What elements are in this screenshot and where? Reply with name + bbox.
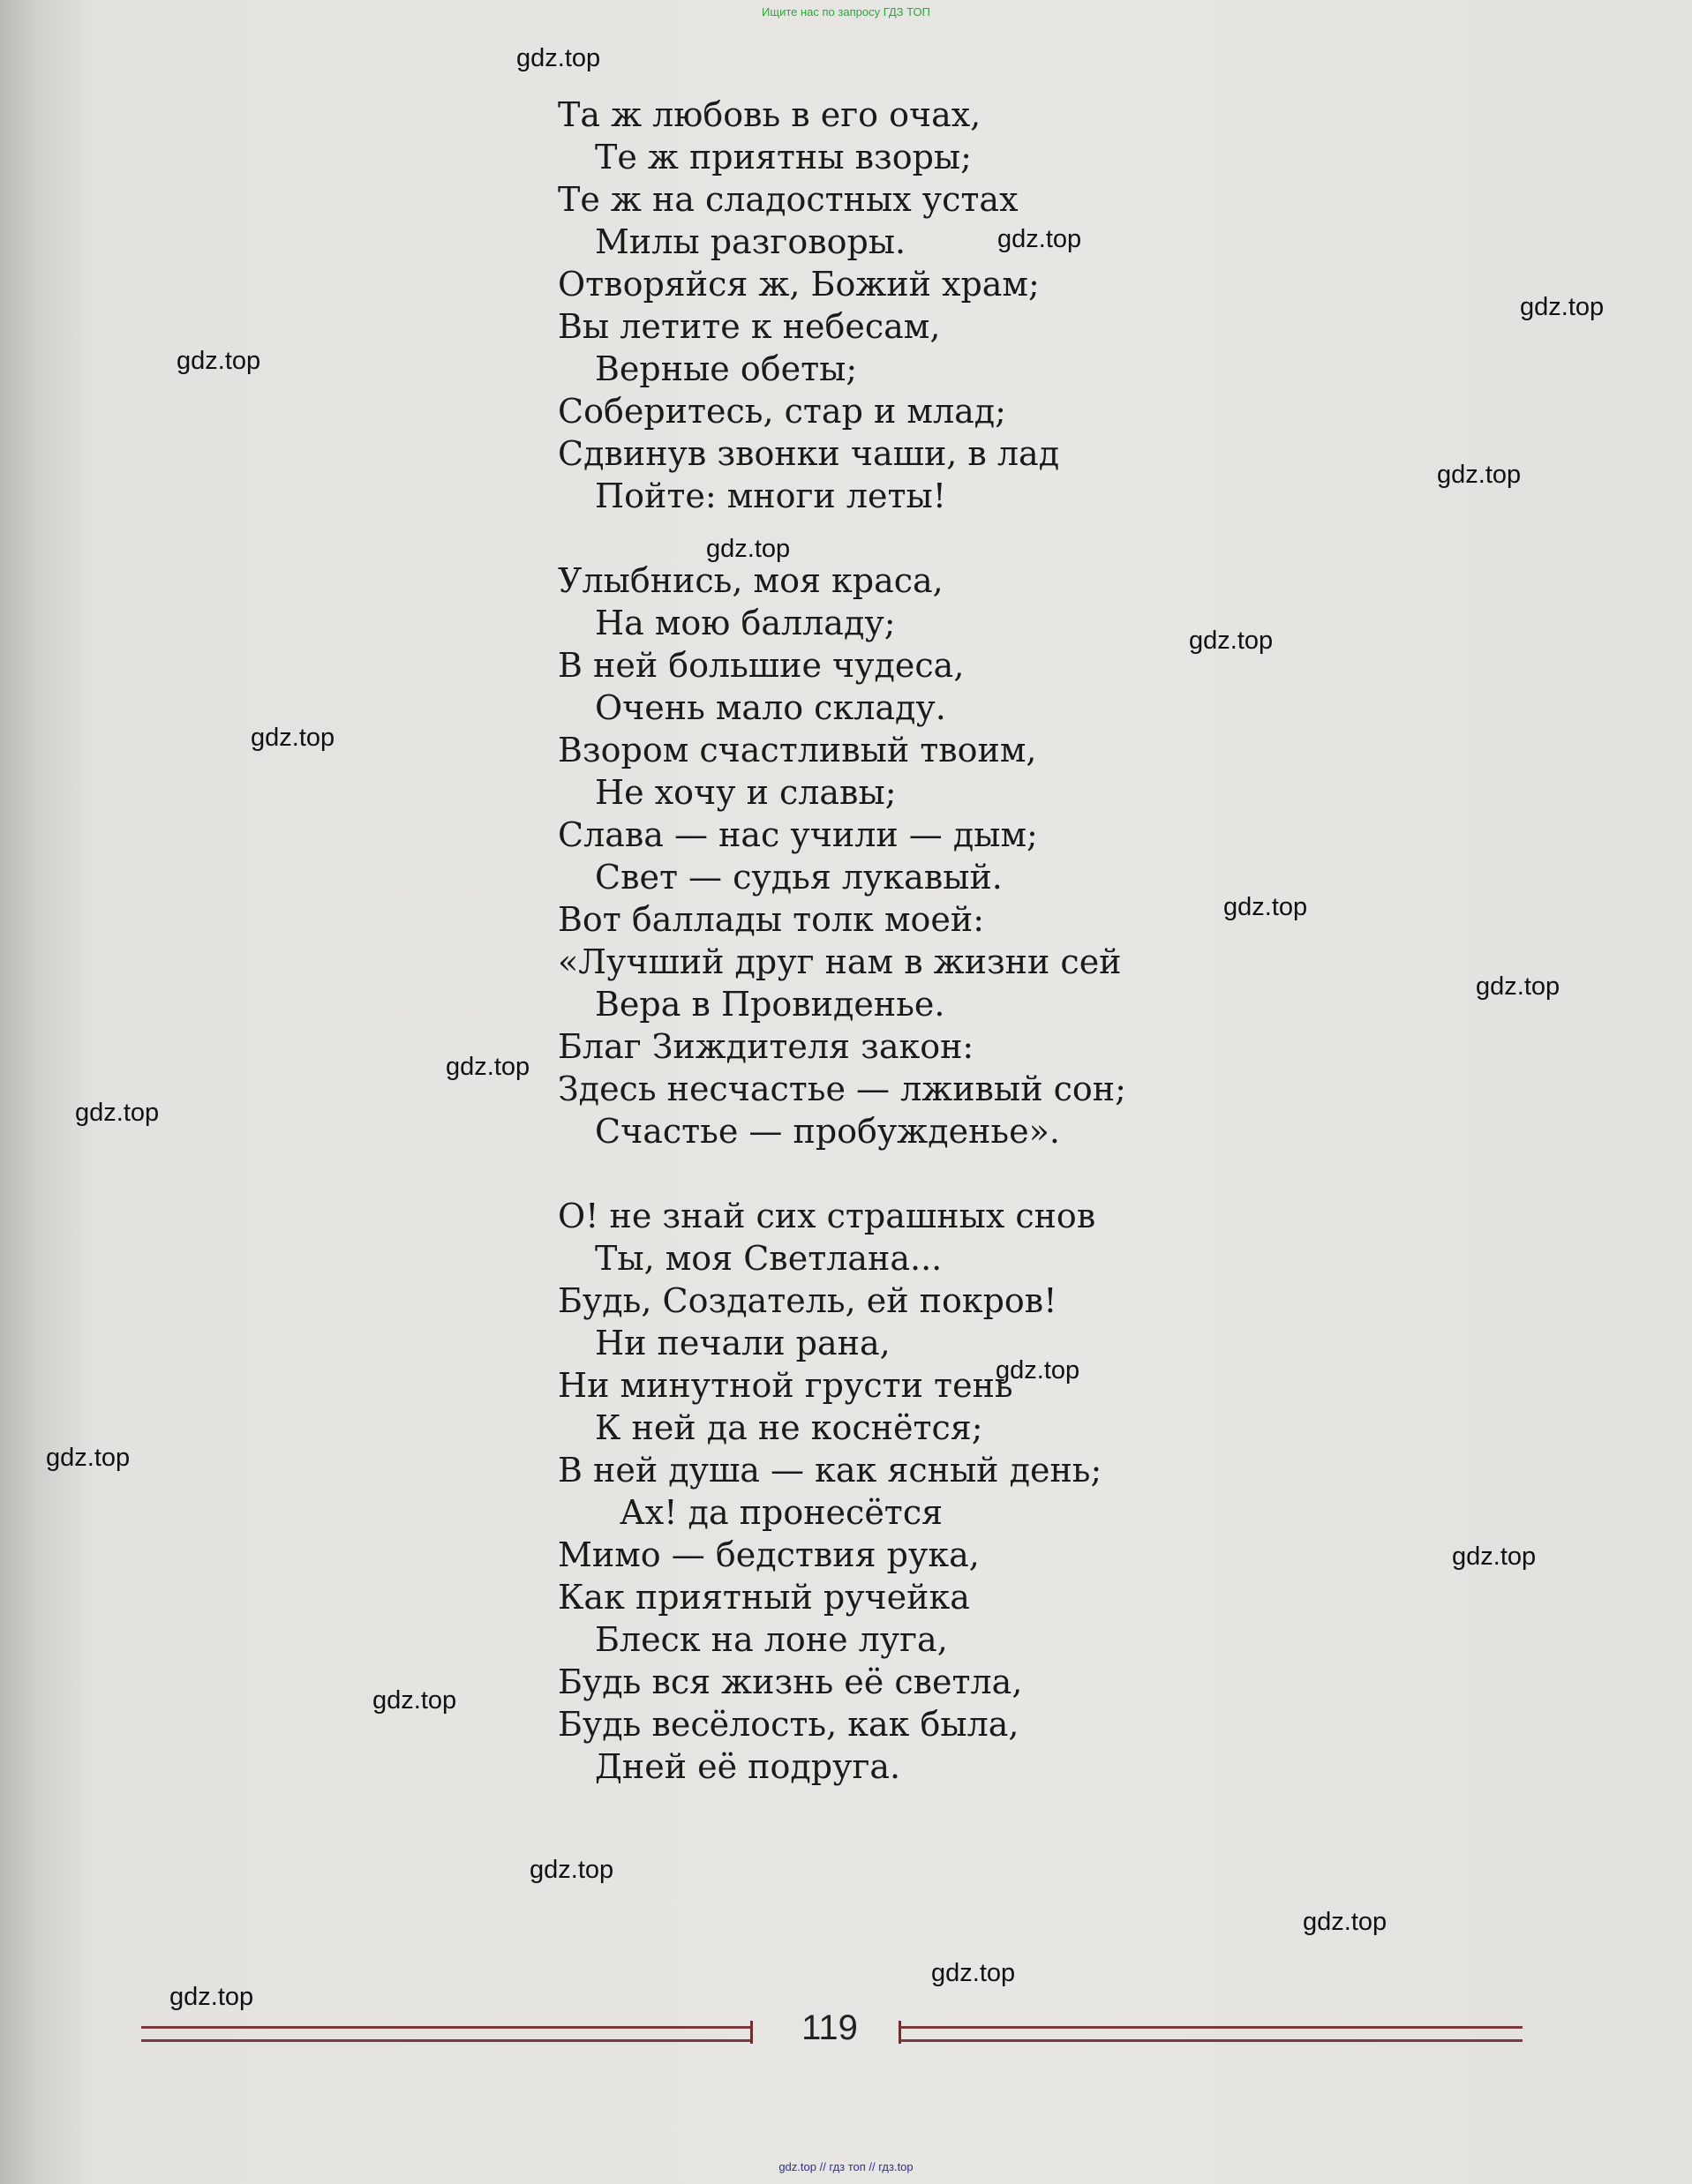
gdz-watermark: gdz.top [1223,893,1308,921]
poem-line: Ах! да пронесётся [620,1493,944,1532]
poem-line: Счастье — пробужденье». [595,1112,1060,1151]
poem-line: Сдвинув звонки чаши, в лад [558,434,1060,473]
poem-line: К ней да не коснётся; [595,1408,983,1447]
poem-line: Будь весёлость, как была, [558,1705,1019,1744]
poem-line: Вера в Провиденье. [595,985,945,1024]
footer-rule-tick [750,2021,753,2044]
stanza-gap [558,517,1440,559]
poem-line: Пойте: многи леты! [595,477,946,515]
poem-line: Ни печали рана, [595,1324,891,1362]
poem-line: Отворяйся ж, Божий храм; [558,265,1040,304]
gdz-watermark: gdz.top [530,1856,614,1884]
gdz-watermark: gdz.top [516,44,601,72]
gdz-watermark: gdz.top [931,1959,1016,1987]
poem-line: Будь вся жизнь её светла, [558,1662,1023,1701]
stanza-3 [558,1195,1440,1788]
poem-line: Взором счастливый твоим, [558,731,1037,769]
poem-line: Те ж приятны взоры; [595,138,972,176]
poem-line: Соберитесь, стар и млад; [558,392,1006,431]
gdz-watermark: gdz.top [46,1444,131,1472]
poem-line: Очень мало складу. [595,688,946,727]
poem-line: Дней её подруга. [595,1747,901,1786]
poem-line: Благ Зиждителя закон: [558,1027,974,1066]
poem-line: Верные обеты; [595,349,858,388]
poem-line: Та ж любовь в его очах, [558,95,981,134]
gdz-watermark: gdz.top [1476,972,1560,1001]
poem-line: Мимо — бедствия рука, [558,1535,980,1574]
gdz-watermark: gdz.top [706,535,791,563]
gdz-watermark: gdz.top [1189,627,1274,655]
gdz-watermark: gdz.top [169,1983,254,2011]
poem-line: «Лучший друг нам в жизни сей [558,942,1122,981]
poem-line: Ни минутной грусти тень [558,1366,1013,1405]
page-number: 119 [801,2008,858,2047]
stanza-gap [558,1152,1440,1195]
top-watermark: Ищите нас по запросу ГДЗ ТОП [762,5,930,19]
gdz-watermark: gdz.top [1437,461,1522,489]
gdz-watermark: gdz.top [177,347,261,375]
gdz-watermark: gdz.top [1303,1908,1387,1936]
poem-line: Вы летите к небесам, [558,307,941,346]
poem-line: Здесь несчастье — лживый сон; [558,1069,1126,1108]
poem-line: Слава — нас учили — дым; [558,815,1038,854]
poem-line: Не хочу и славы; [595,773,897,812]
bottom-watermark: gdz.top // гдз топ // гдз.top [778,2160,914,2173]
poem-text [558,94,1440,1788]
gdz-watermark: gdz.top [1520,293,1605,321]
stanza-2 [558,559,1440,1152]
poem-line: О! не знай сих страшных снов [558,1197,1096,1235]
poem-line: Блеск на лоне луга, [595,1620,948,1659]
poem-line: Милы разговоры. [595,222,906,261]
gdz-watermark: gdz.top [996,1356,1080,1385]
poem-line: В ней душа — как ясный день; [558,1451,1102,1490]
poem-line: Улыбнись, моя краса, [558,561,944,600]
footer-rule-left [141,2026,750,2042]
poem-line: Вот баллады толк моей: [558,900,985,939]
gdz-watermark: gdz.top [251,724,335,752]
poem-line: Те ж на сладостных устах [558,180,1019,219]
poem-line: Будь, Создатель, ей покров! [558,1281,1057,1320]
footer-rule-right [900,2026,1523,2042]
poem-line: Как приятный ручейка [558,1578,970,1617]
poem-line: Свет — судья лукавый. [595,858,1003,897]
gdz-watermark: gdz.top [75,1099,160,1127]
stanza-1 [558,94,1440,517]
gdz-watermark: gdz.top [372,1686,457,1715]
gdz-watermark: gdz.top [997,225,1082,253]
gdz-watermark: gdz.top [446,1053,530,1081]
gdz-watermark: gdz.top [1452,1542,1537,1571]
poem-line: В ней большие чудеса, [558,646,965,685]
poem-line: На мою балладу; [595,604,896,642]
poem-line: Ты, моя Светлана... [595,1239,943,1278]
